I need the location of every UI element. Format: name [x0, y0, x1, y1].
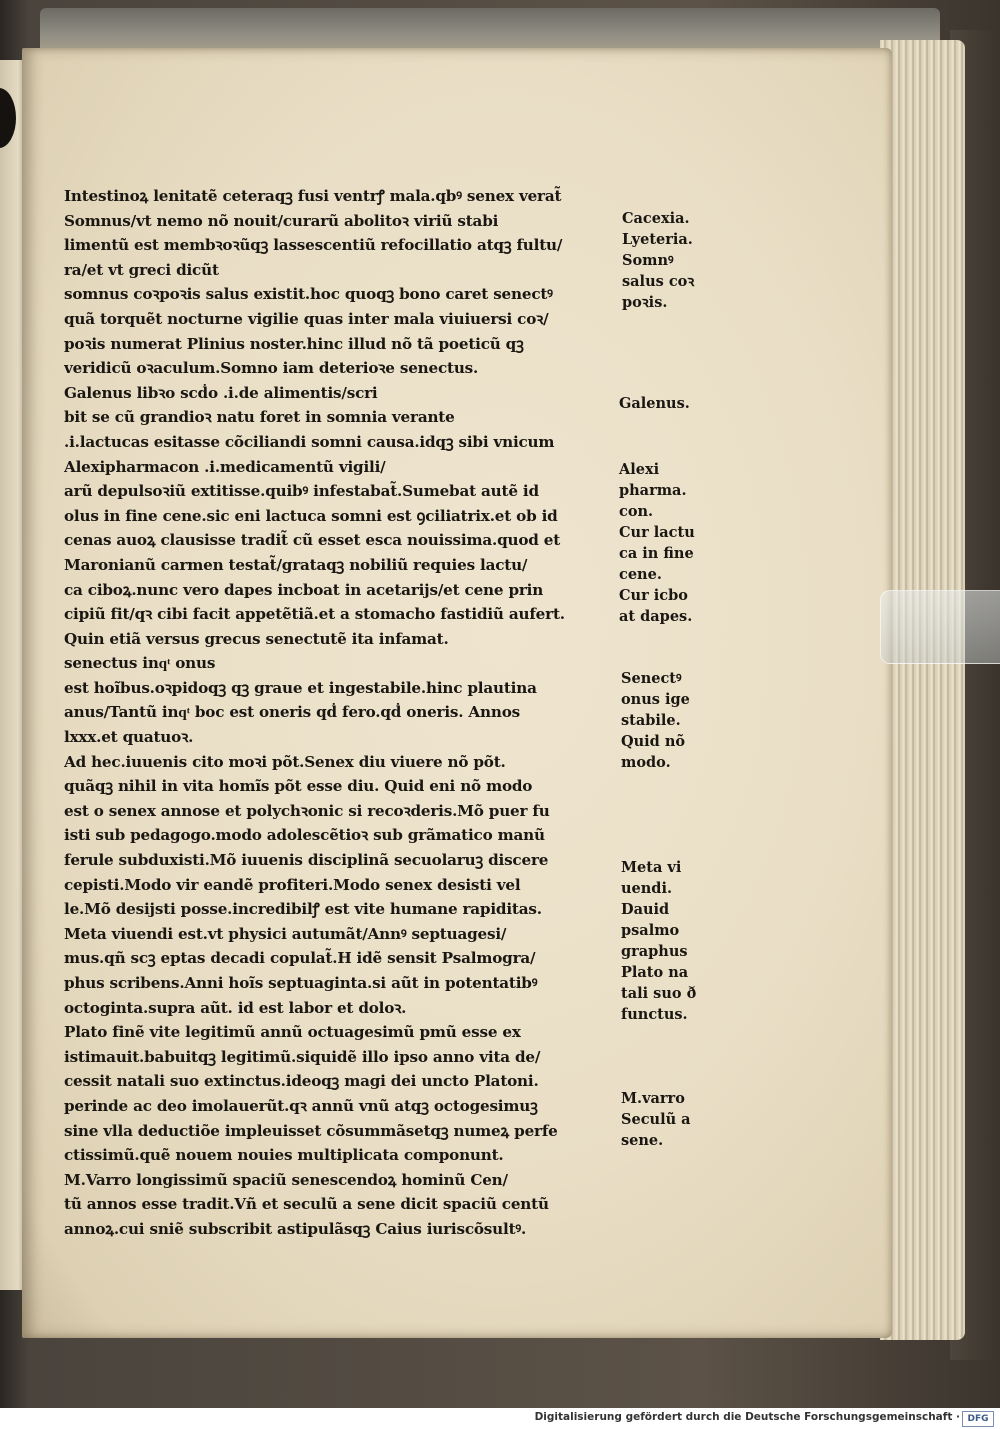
text-line: cenas auoꝝ clausisse tradit̃ cũ esset esca nouissima.quod et: [64, 531, 561, 550]
margin-line: uendi.: [621, 880, 673, 897]
book-board-top: [40, 8, 940, 48]
text-line: veridicũ oꝛaculum.Somno iam deterioꝛe senectus.: [64, 359, 479, 378]
margin-line: Cacexia.: [622, 210, 690, 227]
margin-line: at dapes.: [619, 608, 693, 625]
margin-line: psalmo: [621, 922, 680, 939]
text-line: est hoĩbus.oꝛpidoqꝫ qꝫ graue et ingestabile.hinc plautina: [64, 678, 537, 697]
text-line: Quin etiã versus grecus senectutẽ ita infamat.: [64, 629, 449, 648]
margin-line: ca in fine: [619, 545, 694, 562]
margin-line: Cur lactu: [619, 524, 695, 541]
text-line: senectus inqͭ onus: [64, 654, 216, 673]
text-line: Ad hec.iuuenis cito moꝛi põt.Senex diu viuere nõ põt.: [64, 752, 506, 771]
text-line: somnus coꝛpoꝛis salus existit.hoc quoqꝫ bono caret senectꝰ: [64, 285, 553, 304]
footer-bar: [0, 1408, 1000, 1429]
text-line: poꝛis numerat Plinius noster.hinc illud nõ tã poeticũ qꝫ: [64, 334, 524, 353]
text-line: lxxx.et quatuoꝛ.: [64, 728, 194, 747]
text-line: perinde ac deo imolauerũt.qꝛ annũ vnũ atqꝫ octogesimuꝫ: [64, 1096, 538, 1115]
text-line: Galenus libꝛo scḋo .i.de alimentis/scri: [64, 383, 378, 402]
margin-line: Dauid: [621, 901, 670, 918]
text-line: phus scribens.Anni hoĩs septuaginta.si aũt in potentatibꝰ: [64, 974, 538, 992]
margin-line: onus ige: [621, 691, 690, 708]
margin-line: Cur icbo: [619, 587, 688, 604]
text-line: est o senex annose et polychꝛonic si recoꝛderis.Mõ puer fu: [64, 801, 550, 820]
margin-note-cacexia: [622, 208, 694, 313]
text-line: ferule subduxisti.Mõ iuuenis disciplinã secuolaruꝫ discere: [64, 851, 549, 870]
text-line: .i.lactucas esitasse cõciliandi somni causa.idqꝫ sibi vnicum: [64, 432, 555, 451]
text-line: ra/et vt greci dicũt: [64, 260, 219, 279]
margin-line: Galenus.: [619, 395, 690, 412]
margin-line: con.: [619, 503, 654, 520]
margin-line: functus.: [621, 1006, 688, 1023]
margin-note-meta-viuendi: [621, 857, 696, 1025]
text-line: istimauit.babuitqꝫ legitimũ.siquidẽ illo ipso anno vita de/: [64, 1047, 541, 1066]
margin-line: tali suo ð: [621, 985, 697, 1002]
margin-line: graphus: [621, 943, 688, 960]
text-line: Intestinoꝝ lenitatẽ ceteraqꝫ fusi ventrꝭ mala.qbꝰ senex verat̃: [64, 187, 562, 205]
text-line: arũ depulsoꝛiũ extitisse.quibꝰ infestabat̃.Sumebat autẽ id: [64, 482, 539, 501]
text-line: Maronianũ carmen testat̃/grataqꝫ nobiliũ requies lactu/: [64, 555, 528, 574]
text-line: Meta viuendi est.vt physici autumãt/Annꝰ septuagesi/: [64, 924, 507, 943]
text-line: le.Mõ desijsti posse.incredibilꝭ est vite humane rapiditas.: [64, 900, 542, 919]
margin-note-varro: [621, 1088, 691, 1151]
margin-line: Meta vi: [621, 859, 682, 876]
margin-line: Alexi: [619, 461, 660, 478]
margin-line: stabile.: [621, 712, 681, 729]
text-line: bit se cũ grandioꝛ natu foret in somnia verante: [64, 408, 455, 427]
margin-note-alexipharmacon: [619, 459, 695, 627]
margin-note-senectus: [621, 668, 690, 773]
text-line: Alexipharmacon .i.medicamentũ vigili/: [64, 457, 386, 476]
margin-line: Somnꝰ: [622, 252, 674, 269]
page-edges: [880, 40, 965, 1340]
text-line: octoginta.supra aũt. id est labor et doloꝛ.: [64, 998, 407, 1017]
text-line: ca ciboꝝ.nunc vero dapes incboat in acetarijs/et cene prin: [64, 580, 544, 599]
gutter-shadow: [0, 88, 16, 148]
margin-line: poꝛis.: [622, 294, 668, 311]
margin-line: sene.: [621, 1132, 664, 1149]
text-line: sine vlla deductiõe impleuisset cõsummãsetqꝫ numeꝝ perfe: [64, 1121, 558, 1140]
text-line: ctissimũ.quẽ nouem nouies multiplicata componunt.: [64, 1146, 504, 1165]
text-line: Somnus/vt nemo nõ nouit/curarũ abolitoꝛ viriũ stabi: [64, 211, 499, 230]
text-line: quã torquẽt nocturne vigilie quas inter mala viuiuersi coꝛ/: [64, 309, 549, 328]
margin-line: Senectꝰ: [621, 670, 682, 687]
margin-note-galenus: [619, 393, 690, 414]
text-line: isti sub pedagogo.modo adolescẽtioꝛ sub grãmatico manũ: [64, 826, 545, 845]
margin-line: Quid nõ: [621, 733, 686, 750]
text-line: M.Varro longissimũ spaciũ senescendoꝝ hominũ Cen/: [64, 1170, 508, 1189]
text-line: olus in fine cene.sic eni lactuca somni est ꝯciliatrix.et ob id: [64, 506, 558, 525]
margin-line: Seculũ a: [621, 1111, 691, 1128]
margin-line: Plato na: [621, 964, 689, 981]
dfg-logo: DFG: [962, 1411, 994, 1427]
text-line: cessit natali suo extinctus.ideoqꝫ magi dei uncto Platoni.: [64, 1072, 539, 1091]
margin-line: cene.: [619, 566, 662, 583]
text-line: tũ annos esse tradit.Vñ et seculũ a sene dicit spaciũ centũ: [64, 1195, 549, 1214]
margin-line: salus coꝛ: [622, 273, 695, 290]
text-line: anus/Tantũ inqͭ boc est oneris qḋ fero.qḋ oneris. Annos: [64, 703, 520, 722]
text-line: cepisti.Modo vir eandẽ profiteri.Modo senex desisti vel: [64, 875, 521, 894]
text-line: limentũ est membꝛoꝛũqꝫ lassescentiũ refocillatio atqꝫ fultu/: [64, 236, 563, 255]
margin-line: pharma.: [619, 482, 687, 499]
text-line: cipiũ fit/qꝛ cibi facit appetẽtiã.et a stomacho fastidiũ aufert.: [64, 605, 565, 624]
text-line: quãqꝫ nihil in vita homĩs põt esse diu. Quid eni nõ modo: [64, 777, 533, 796]
page-clip: [880, 590, 1000, 664]
margin-line: M.varro: [621, 1090, 685, 1107]
funding-credit: Digitalisierung gefördert durch die Deutsche Forschungsgemeinschaft ·: [534, 1411, 960, 1423]
text-line: Plato finẽ vite legitimũ annũ octuagesimũ pmũ esse ex: [64, 1023, 521, 1042]
text-line: mus.qñ scꝫ eptas decadi copulat̃.H idẽ sensit Psalmogra/: [64, 949, 536, 968]
margin-line: Lyeteria.: [622, 231, 693, 248]
body-text-column: [64, 184, 616, 1242]
margin-line: modo.: [621, 754, 671, 771]
text-line: annoꝝ.cui sniẽ subscribit astipulãsqꝫ Caius iuriscõsultꝰ.: [64, 1219, 527, 1238]
